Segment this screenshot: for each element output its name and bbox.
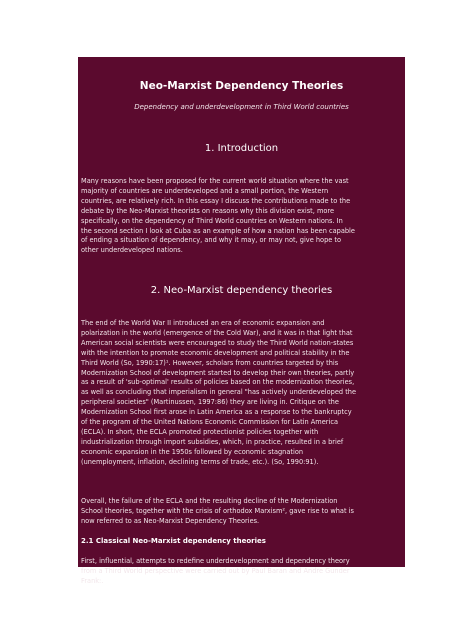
section-heading-introduction: 1. Introduction [204, 143, 279, 154]
paragraph-classical: First, influential, attempts to redefine underdevelopment and dependency theory from a Third World perspective were carried out by Paul Baran and Andre Gunder Frank:. [81, 557, 350, 585]
document-title: Neo-Marxist Dependency Theories [139, 80, 344, 92]
document-page [78, 57, 405, 585]
paragraph-introduction: Many reasons have been proposed for the current world situation where the vast majority of countries are underdeveloped and a small portion, the Western countries, are relatively rich. In this essay I discuss the contributions made to the debate by the Neo-Marxist theorists on reasons why this division exist, more specifically, on the dependency of Third World countries on Western nations. In the second section I look at Cuba as an example of how a nation has been capable of ending a situation of dependency, and why it may, or may not, give hope to other underdeveloped nations. [81, 177, 355, 255]
section-heading-neo-marxist: 2. Neo-Marxist dependency theories [150, 285, 333, 296]
paragraph-neo-marxist-2: Overall, the failure of the ECLA and the resulting decline of the Modernization School theories, together with the crisis of orthodox Marxism², gave rise to what is now referred to as Neo-Marxist Dependency Theories. [81, 497, 354, 525]
document-subtitle: Dependency and underdevelopment in Third World countries [134, 103, 349, 111]
subsection-heading-classical: 2.1 Classical Neo-Marxist dependency theories [81, 537, 266, 545]
paragraph-neo-marxist-1: The end of the World War II introduced an era of economic expansion and polarization in the world (emergence of the Cold War), and it was in that light that American social scientists were encouraged to study the Third World nation-states with the intention to promote economic development and political stability in the Third World (So, 1990:17)¹. However, scholars from countries targeted by this Modernization School of development started to develop their own theories, partly as a result of 'sub-optimal' results of policies based on the modernization theories, as well as concluding that imperialism in general "has actively underdeveloped the peripheral societies" (Martinussen, 1997:86) they are living in. Critique on the Modernization School first arose in Latin America as a response to the bankruptcy of the program of the United Nations Economic Commission for Latin America (ECLA). In short, the ECLA promoted protectionist policies together with industrialization through import subsidies, which, in practice, resulted in a brief economic expansion in the 1950s followed by economic stagnation (unemployment, inflation, declining terms of trade, etc.). (So, 1990:91). [81, 319, 357, 466]
